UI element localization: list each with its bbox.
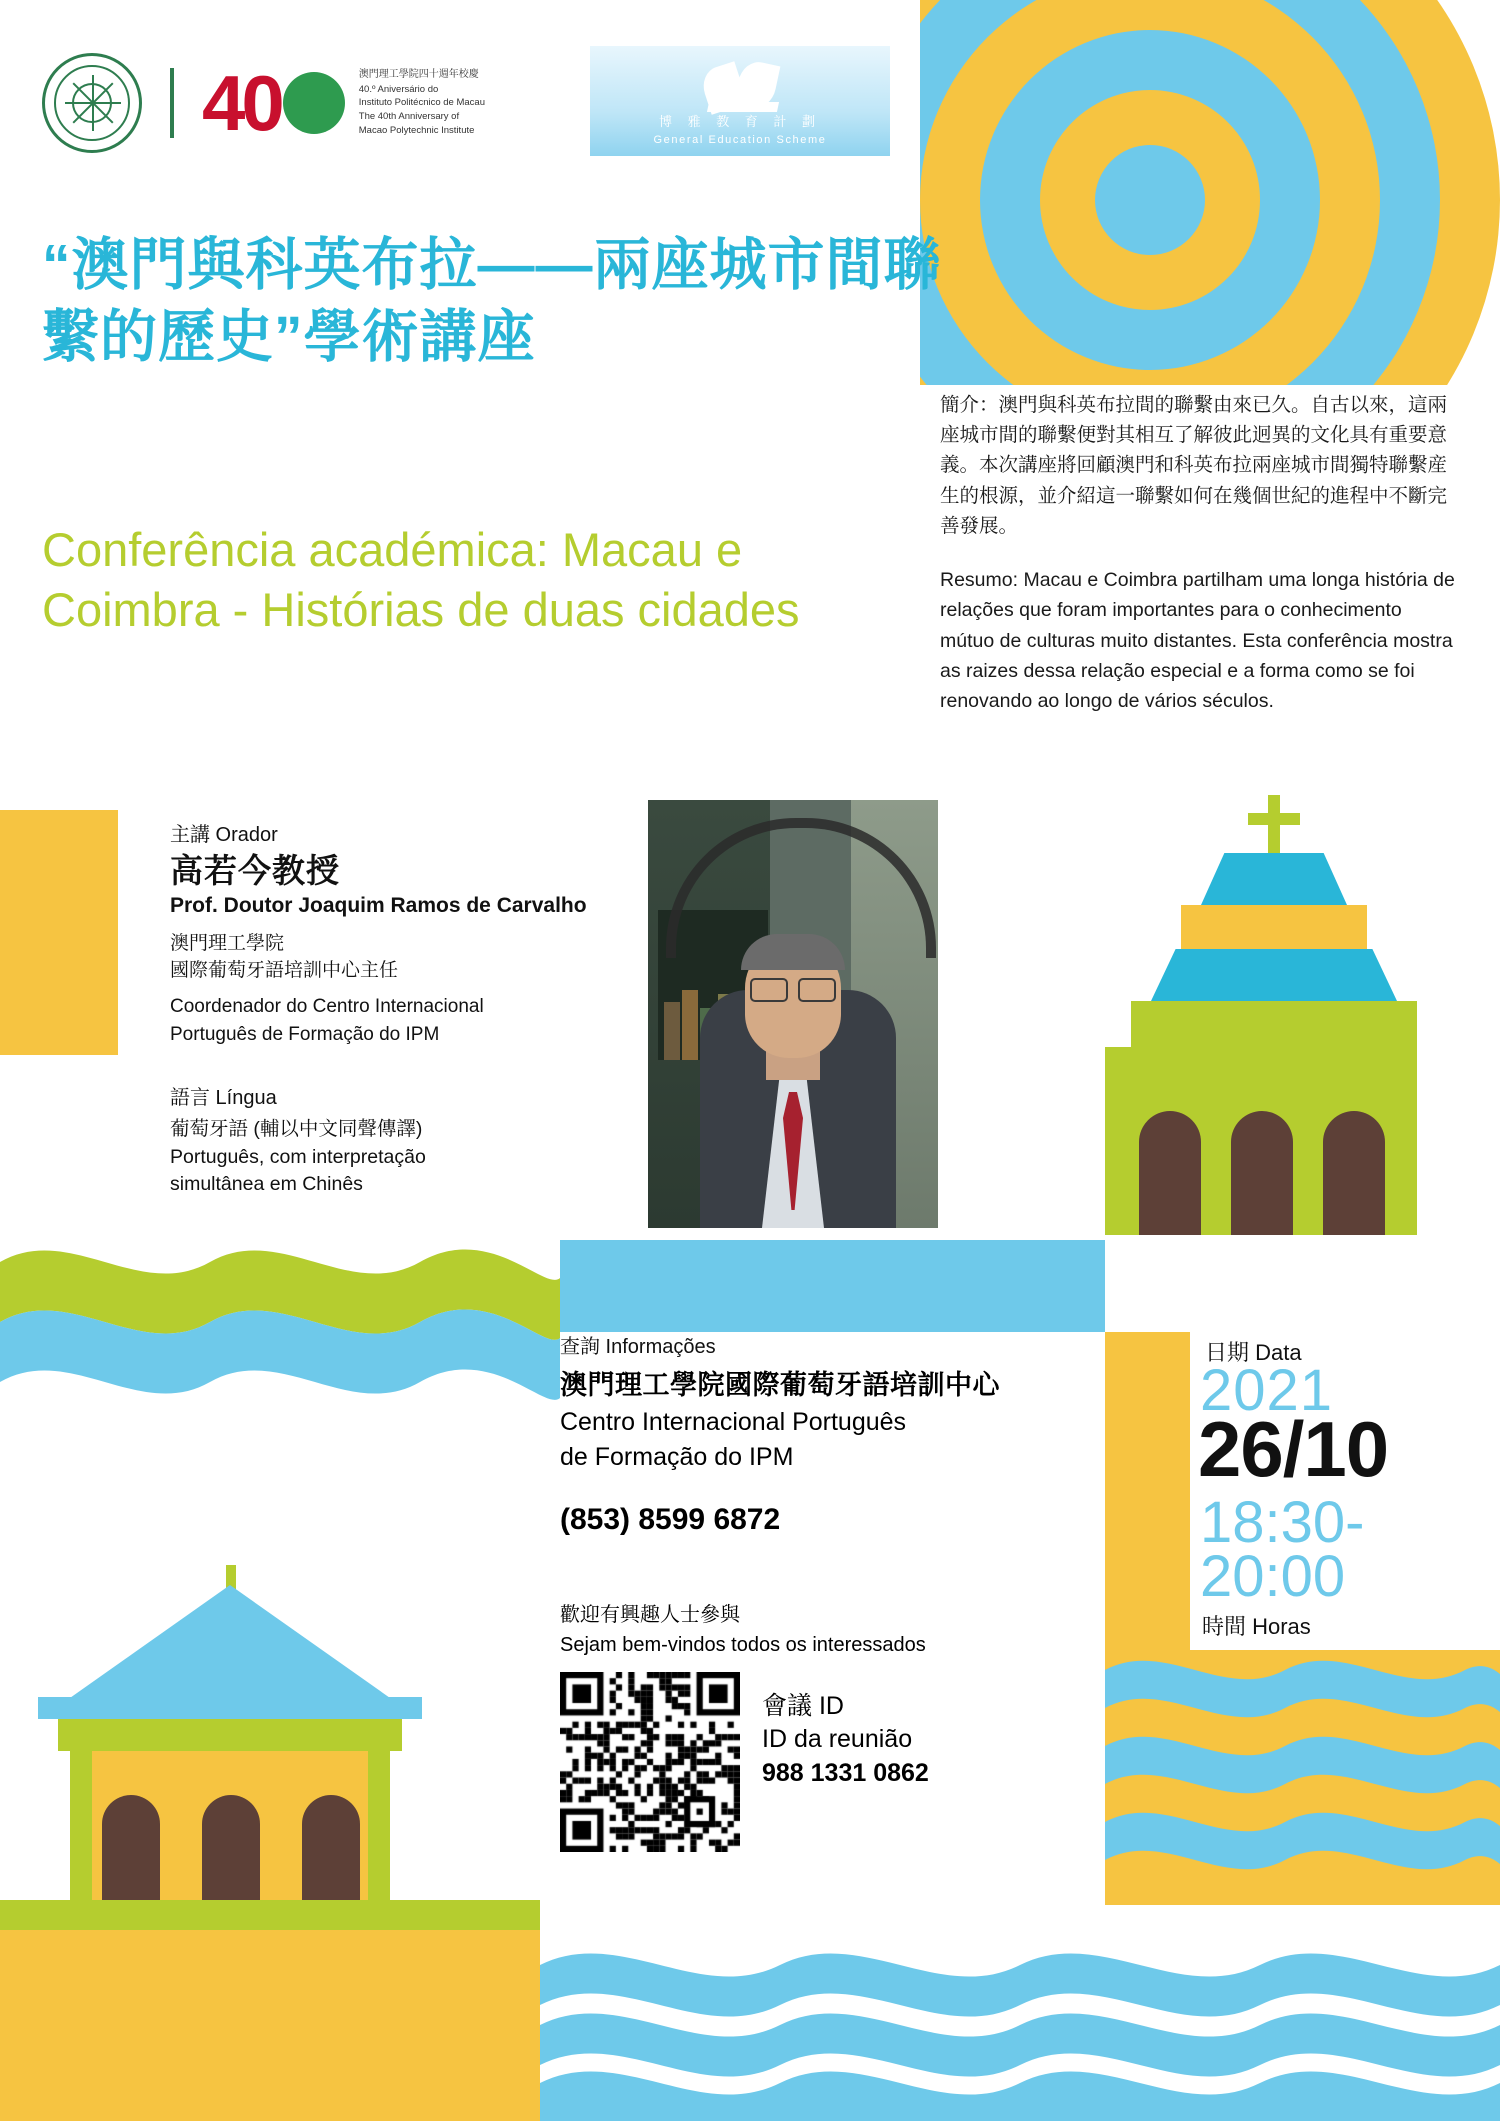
title-chinese: “澳門與科英布拉——兩座城市間聯繫的歷史”學術講座 — [42, 233, 942, 369]
event-day-month: 26/10 — [1198, 1405, 1389, 1493]
logo-divider — [170, 68, 174, 138]
speaker-affiliation-pt-1: Coordenador do Centro Internacional — [170, 996, 484, 1018]
info-org-portuguese-2: de Formação do IPM — [560, 1443, 794, 1471]
speaker-affiliation-pt-2: Português de Formação do IPM — [170, 1023, 440, 1045]
wave-band-left — [0, 1240, 560, 1440]
meeting-id-value[interactable]: 988 1331 0862 — [762, 1759, 929, 1787]
welcome-chinese: 歡迎有興趣人士參與 — [560, 1604, 740, 1626]
abstract-chinese: 簡介：澳門與科英布拉間的聯繫由來已久。自古以來，這兩座城市間的聯繫便對其相互了解彼此迥異的文化具有重要意義。本次講座將回顧澳門和科英布拉兩座城市間獨特聯繫産生的根源，並介紹這一聯繫如何在幾個世紀的進程中不斷完善發展。 — [940, 394, 1448, 537]
ges-label-zh: 博 雅 教 育 計 劃 — [658, 114, 822, 129]
info-phone[interactable]: (853) 8599 6872 — [560, 1503, 781, 1537]
decor-white-strip — [0, 1440, 560, 1550]
decor-bottom-spacer — [540, 1905, 1105, 2121]
event-date-panel — [1190, 1332, 1500, 1650]
language-portuguese-1: Português, com interpretação — [170, 1145, 426, 1168]
decor-yellow-bar-bottom — [0, 1930, 540, 2121]
speaker-name-portuguese: Prof. Doutor Joaquim Ramos de Carvalho — [170, 893, 587, 917]
ges-label-en: General Education Scheme — [653, 134, 827, 146]
event-year: 2021 — [1200, 1358, 1334, 1423]
language-chinese: 葡萄牙語 (輔以中文同聲傳譯) — [170, 1118, 423, 1141]
anniversary-number: 40 — [202, 59, 281, 147]
anniversary-en-1: The 40th Anniversary of — [358, 111, 460, 123]
welcome-block — [560, 1600, 1080, 1660]
speaker-photo — [648, 800, 938, 1228]
meeting-id-block — [762, 1690, 1062, 1790]
speaker-label: 主講 Orador — [170, 824, 278, 846]
time-label: 時間 Horas — [1202, 1614, 1311, 1639]
decorative-rings — [920, 0, 1500, 385]
language-portuguese-2: simultânea em Chinês — [170, 1173, 363, 1195]
anniversary-circle — [283, 72, 345, 134]
church-illustration-right — [1085, 795, 1415, 1235]
info-block — [560, 1330, 1080, 1537]
abstract-block — [940, 390, 1460, 740]
anniversary-logo — [202, 59, 485, 147]
event-time-start: 18:30- — [1200, 1490, 1365, 1555]
info-org-portuguese-1: Centro Internacional Português — [560, 1407, 907, 1436]
abstract-portuguese: Resumo: Macau e Coimbra partilham uma longa história de relações que foram importantes para o conhecimento mútuo de culturas muito distantes. Esta conferência mostra as raizes dessa relação especial e a forma como se foi renovando ao longo de vários séculos. — [940, 569, 1455, 712]
event-time-end: 20:00 — [1200, 1544, 1346, 1609]
meeting-label-portuguese: ID da reunião — [762, 1724, 913, 1753]
wave-band-right — [1105, 1650, 1500, 1905]
decor-yellow-block-left — [0, 810, 118, 1055]
speaker-affiliation-zh-1: 澳門理工學院 — [170, 932, 285, 954]
speaker-name-chinese: 高若今教授 — [170, 852, 340, 889]
welcome-portuguese: Sejam bem-vindos todos os interessados — [560, 1634, 926, 1656]
meeting-label-chinese: 會議 ID — [762, 1692, 844, 1720]
anniversary-caption — [359, 68, 485, 138]
decor-yellow-strip-right — [1105, 1332, 1190, 1650]
anniversary-zh: 澳門理工學院四十週年校慶 — [358, 69, 479, 81]
info-org-chinese: 澳門理工學院國際葡萄牙語培訓中心 — [560, 1370, 1000, 1400]
ipm-seal-logo — [42, 53, 142, 153]
speaker-affiliation-zh-2: 國際葡萄牙語培訓中心主任 — [170, 960, 399, 982]
title-portuguese: Conferência académica: Macau e Coimbra - Histórias de duas cidades — [42, 523, 800, 636]
qr-code[interactable] — [560, 1672, 740, 1852]
language-block — [170, 1081, 640, 1198]
general-education-scheme-logo — [590, 46, 890, 156]
anniversary-en-2: Macao Polytechnic Institute — [358, 125, 475, 137]
speaker-block — [170, 818, 640, 1198]
decor-blue-bar — [560, 1240, 1105, 1332]
info-label: 查詢 Informações — [560, 1336, 716, 1358]
header-logos — [42, 48, 485, 158]
date-label: 日期 Data — [1205, 1340, 1302, 1365]
anniversary-pt-2: Instituto Politécnico de Macau — [358, 97, 485, 109]
anniversary-pt-1: 40.º Aniversário do — [358, 83, 439, 95]
language-label: 語言 Língua — [170, 1087, 277, 1110]
